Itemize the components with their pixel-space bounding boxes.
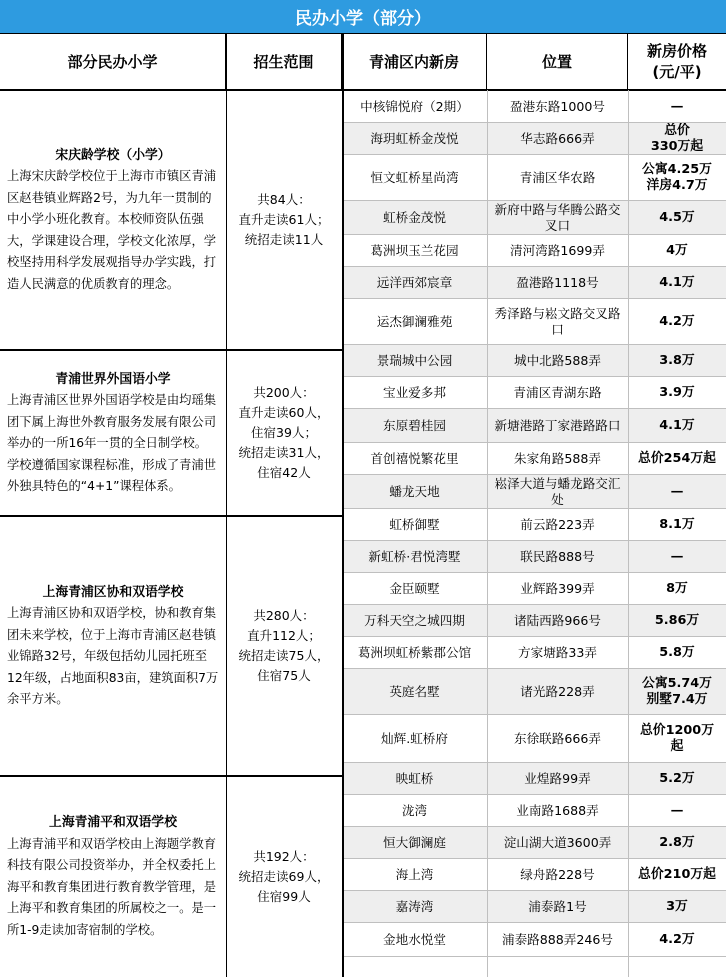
school-description: 上海青浦平和双语学校由上海题学教育科技有限公司投资举办，并全权委托上海平和教育集团进行教育教学管理，是上海平和教育集团的所属校之一。是一所1-9走读加寄宿制的学校。	[7, 836, 217, 937]
enroll-line: 直升走读61人；	[238, 212, 330, 227]
price-line: 4.2万	[659, 931, 695, 947]
price-line: 起	[670, 738, 684, 754]
estate-location: 盈港东路1000号	[509, 98, 606, 114]
enroll-scope	[226, 90, 342, 350]
estate-location: 清河湾路1699弄	[509, 242, 606, 258]
table-row	[342, 795, 726, 827]
estate-name: 泷湾	[401, 802, 428, 818]
school-name: 上海青浦区协和双语学校	[42, 584, 184, 600]
estate-price	[628, 715, 726, 762]
estate-price	[628, 763, 726, 794]
estate-location: 华志路666弄	[520, 130, 595, 146]
table-row	[342, 91, 726, 123]
estate-location: 浦泰路888弄246号	[501, 931, 614, 947]
estate-price	[628, 299, 726, 344]
estate-name: 葛洲坝玉兰花园	[370, 242, 459, 258]
estate-name: 恒文虹桥星尚湾	[370, 169, 459, 185]
enroll-line: 共84人：	[257, 192, 311, 207]
header-price	[628, 34, 726, 90]
estate-name: 新虹桥·君悦湾墅	[368, 548, 461, 564]
estate-price	[628, 637, 726, 668]
school-card	[0, 516, 226, 776]
price-line: 4万	[666, 242, 688, 258]
price-line: —	[670, 548, 684, 564]
enroll-line: 住宿75人	[257, 668, 311, 683]
enroll-line: 直升112人；	[247, 628, 321, 643]
price-line: 别墅7.4万	[646, 691, 708, 707]
enroll-line: 共200人：	[253, 385, 315, 400]
estate-location: 朱家角路588弄	[513, 450, 601, 466]
estate-price	[628, 377, 726, 408]
table-row	[342, 123, 726, 155]
estate-name: 运杰御澜雅苑	[376, 313, 453, 329]
price-line: 3.8万	[659, 352, 695, 368]
estate-location: 绿舟路228号	[520, 866, 595, 882]
enroll-line: 共192人：	[253, 848, 315, 864]
school-name: 青浦世界外国语小学	[55, 371, 171, 387]
estate-location: 业煌路99弄	[524, 770, 591, 786]
estate-location: 秀泽路与崧文路交叉路口	[494, 305, 621, 337]
school-name: 宋庆龄学校（小学）	[55, 147, 171, 163]
price-line: 4.2万	[659, 313, 695, 329]
estate-price	[628, 235, 726, 266]
estate-name: 恒大御澜庭	[383, 834, 446, 850]
enroll-scope	[226, 516, 342, 776]
price-line: 洋房4.7万	[646, 177, 708, 193]
price-line: 公寓4.25万	[642, 161, 712, 177]
table-row	[342, 859, 726, 891]
estate-price	[628, 573, 726, 604]
estate-location: 诸光路228弄	[520, 683, 595, 699]
school-separator	[0, 515, 342, 517]
enroll-line: 统招走读69人，	[238, 868, 330, 884]
estate-price	[628, 509, 726, 540]
estate-name: 金地水悦堂	[383, 931, 446, 947]
estate-name: 景瑞城中公园	[376, 352, 453, 368]
price-line: 2.8万	[659, 834, 695, 850]
estate-column-divider	[487, 90, 488, 977]
table-row	[342, 201, 726, 235]
estate-name: 东原碧桂园	[383, 417, 446, 433]
estate-location: 诸陆西路966号	[513, 612, 601, 628]
school-name: 上海青浦平和双语学校	[49, 815, 177, 830]
school-card	[0, 776, 226, 977]
table-row	[342, 891, 726, 923]
estate-price	[628, 541, 726, 572]
price-line: 公寓5.74万	[642, 675, 712, 691]
price-line: —	[670, 98, 684, 114]
estate-price	[628, 91, 726, 122]
table-row	[342, 235, 726, 267]
estate-location: 业南路1688弄	[516, 802, 599, 818]
price-line: 4.1万	[659, 417, 695, 433]
price-line: 3万	[666, 898, 688, 914]
estate-location: 盈港路1118号	[516, 274, 599, 290]
header-estate: 青浦区内新房	[342, 34, 487, 90]
estate-name: 虹桥御墅	[389, 516, 440, 532]
header-price-line1: 新房价格	[646, 42, 707, 60]
price-line: —	[670, 802, 684, 818]
price-line: 总价254万起	[638, 450, 716, 466]
table-row	[342, 267, 726, 299]
table-row	[342, 541, 726, 573]
estate-price	[628, 475, 726, 508]
table-row	[342, 637, 726, 669]
table-row	[342, 763, 726, 795]
estate-name: 灿辉.虹桥府	[381, 730, 448, 746]
estate-price	[628, 155, 726, 200]
estate-price	[628, 859, 726, 890]
estate-name: 嘉涛湾	[395, 898, 434, 914]
estate-name: 金臣颐墅	[389, 580, 440, 596]
estate-price	[628, 201, 726, 234]
estate-name: 万科天空之城四期	[364, 612, 465, 628]
price-line: 4.1万	[659, 274, 695, 290]
estate-location: 青浦区青湖东路	[513, 384, 602, 400]
estate-location: 青浦区华农路	[519, 169, 596, 185]
price-line: 3.9万	[659, 384, 695, 400]
price-line: 总价	[664, 123, 690, 138]
table-row	[342, 827, 726, 859]
estate-location: 崧泽大道与蟠龙路交汇处	[494, 475, 621, 507]
price-line: 5.86万	[654, 612, 700, 628]
price-line: 4.5万	[659, 209, 695, 225]
estate-name: 海玥虹桥金茂悦	[370, 130, 459, 146]
estate-name: 中核锦悦府（2期）	[360, 98, 469, 114]
estate-location: 新塘港路丁家港路路口	[494, 417, 621, 433]
enroll-scope	[226, 350, 342, 516]
enroll-line: 直升走读60人，	[238, 405, 330, 420]
estate-location: 方家塘路33弄	[518, 644, 597, 660]
table-row	[342, 345, 726, 377]
estate-price	[628, 923, 726, 956]
estate-name: 宝业爱多邦	[383, 384, 446, 400]
estate-location: 前云路223弄	[520, 516, 595, 532]
column-divider-2	[342, 33, 344, 977]
enroll-line: 统招走读31人，	[238, 445, 330, 460]
price-line: 总价1200万	[639, 722, 714, 738]
column-divider-1	[226, 33, 227, 977]
table-row	[342, 669, 726, 715]
estate-location: 城中北路588弄	[513, 352, 601, 368]
enroll-scope	[226, 776, 342, 977]
price-column-divider	[628, 90, 629, 977]
price-line: 5.8万	[659, 644, 695, 660]
estate-name: 蟠龙天地	[389, 483, 440, 499]
enroll-line: 统招走读75人，	[238, 648, 330, 663]
estate-price	[628, 827, 726, 858]
estate-name: 首创禧悦繁花里	[370, 450, 459, 466]
table-row	[342, 409, 726, 443]
price-line: —	[670, 483, 684, 499]
estate-name: 虹桥金茂悦	[383, 209, 446, 225]
enroll-line: 住宿99人	[257, 888, 311, 904]
table-row	[342, 155, 726, 201]
estate-name: 海上湾	[395, 866, 434, 882]
estate-location: 新府中路与华腾公路交叉口	[494, 201, 621, 233]
price-line: 8.1万	[659, 516, 695, 532]
estate-price	[628, 409, 726, 442]
estate-location: 浦泰路1号	[528, 898, 587, 914]
estate-price	[628, 443, 726, 474]
table-row	[342, 923, 726, 957]
estate-price	[628, 891, 726, 922]
enroll-line: 统招走读11人	[244, 232, 324, 247]
school-card	[0, 350, 226, 516]
table-row	[342, 573, 726, 605]
header-school: 部分民办小学	[0, 34, 226, 90]
estate-price	[628, 345, 726, 376]
school-separator	[0, 349, 342, 351]
estate-price	[628, 795, 726, 826]
header-top-rule	[0, 33, 726, 34]
table-row	[342, 443, 726, 475]
school-separator	[0, 775, 342, 777]
price-line: 8万	[666, 580, 688, 596]
table-row	[342, 605, 726, 637]
enroll-line: 共280人：	[253, 608, 315, 623]
estate-location: 淀山湖大道3600弄	[503, 834, 612, 850]
table-title: 民办小学（部分）	[0, 0, 726, 33]
table-row	[342, 509, 726, 541]
estate-price	[628, 267, 726, 298]
estate-location: 东徐联路666弄	[513, 730, 601, 746]
header-price-line2: (元/平)	[652, 63, 702, 81]
header-location: 位置	[487, 34, 628, 90]
estate-location: 联民路888号	[520, 548, 595, 564]
estate-name: 葛洲坝虹桥紫郡公馆	[357, 644, 472, 660]
header-enroll: 招生范围	[226, 34, 342, 90]
school-description: 上海青浦区世界外国语学校是由均瑶集团下属上海世外教育服务发展有限公司举办的一所16年一贯的全日制学校。学校遵循国家课程标准，形成了青浦世外独具特色的“4+1”课程体系。	[7, 393, 217, 493]
school-description: 上海青浦区协和双语学校，协和教育集团未来学校，位于上海市青浦区赵巷镇业锦路32号，年级包括幼儿园托班至12年级，占地面积83亩，建筑面积7万余平方米。	[7, 606, 219, 706]
estate-price	[628, 123, 726, 154]
table-row	[342, 715, 726, 763]
estate-name: 远洋西郊宸章	[376, 274, 453, 290]
estate-location: 业辉路399弄	[520, 580, 595, 596]
estate-name: 英庭名墅	[389, 683, 440, 699]
estate-price	[628, 605, 726, 636]
price-line: 330万起	[650, 138, 704, 154]
enroll-line: 住宿39人；	[251, 425, 317, 440]
school-card	[0, 90, 226, 350]
table-row	[342, 299, 726, 345]
price-line: 5.2万	[659, 770, 695, 786]
table-row	[342, 377, 726, 409]
price-line: 总价210万起	[638, 866, 716, 882]
estate-name: 映虹桥	[395, 770, 434, 786]
enroll-line: 住宿42人	[257, 465, 311, 480]
estate-price	[628, 669, 726, 714]
table-row	[342, 475, 726, 509]
school-description: 上海宋庆龄学校位于上海市市镇区青浦区赵巷镇业辉路2号，为九年一贯制的中小学小班化教育。本校师资队伍强大，学课建设合理，学校文化浓厚，学校坚持用科学发展观指导办学实践，打造人民满意的优质教育的理念。	[7, 169, 217, 291]
